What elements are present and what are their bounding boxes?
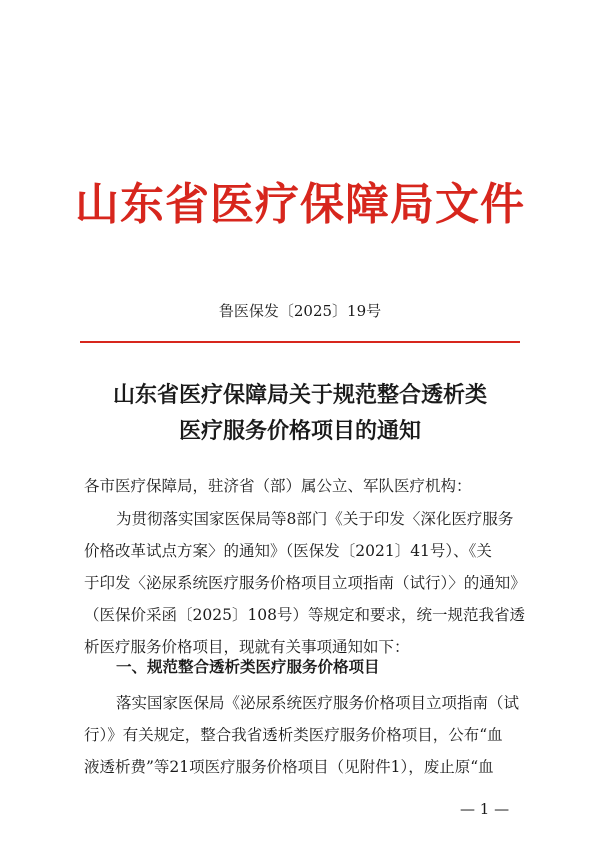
paragraph-1-line-4: （医保价采函〔2025〕108号）等规定和要求，统一规范我省透 xyxy=(84,606,526,624)
paragraph-1-line-1: 为贯彻落实国家医保局等8部门《关于印发〈深化医疗服务 xyxy=(116,510,514,528)
paragraph-1-line-3: 于印发〈泌尿系统医疗服务价格项目立项指南（试行）〉的通知》 xyxy=(84,574,526,592)
red-divider-line xyxy=(80,341,520,343)
paragraph-2-line-2: 行）》有关规定，整合我省透析类医疗服务价格项目，公布“血 xyxy=(84,726,503,744)
document-title-line-1: 山东省医疗保障局关于规范整合透析类 xyxy=(112,382,487,408)
paragraph-1-line-2: 价格改革试点方案〉的通知》（医保发〔2021〕41号）、《关 xyxy=(84,542,492,560)
doc-number: 鲁医保发〔2025〕19号 xyxy=(218,302,382,320)
paragraph-2-line-1: 落实国家医保局《泌尿系统医疗服务价格项目立项指南（试 xyxy=(116,694,520,712)
section-1-heading: 一、规范整合透析类医疗服务价格项目 xyxy=(116,658,380,676)
paragraph-1-line-5: 析医疗服务价格项目，现就有关事项通知如下： xyxy=(84,638,410,656)
paragraph-2-line-3: 液透析费”等21项医疗服务价格项目（见附件1），废止原“血 xyxy=(84,758,494,776)
header-title: 山东省医疗保障局文件 xyxy=(75,179,525,230)
page-number: — 1 — xyxy=(460,800,510,818)
salutation: 各市医疗保障局，驻济省（部）属公立、军队医疗机构： xyxy=(84,477,472,495)
document-title-line-2: 医疗服务价格项目的通知 xyxy=(178,418,421,444)
